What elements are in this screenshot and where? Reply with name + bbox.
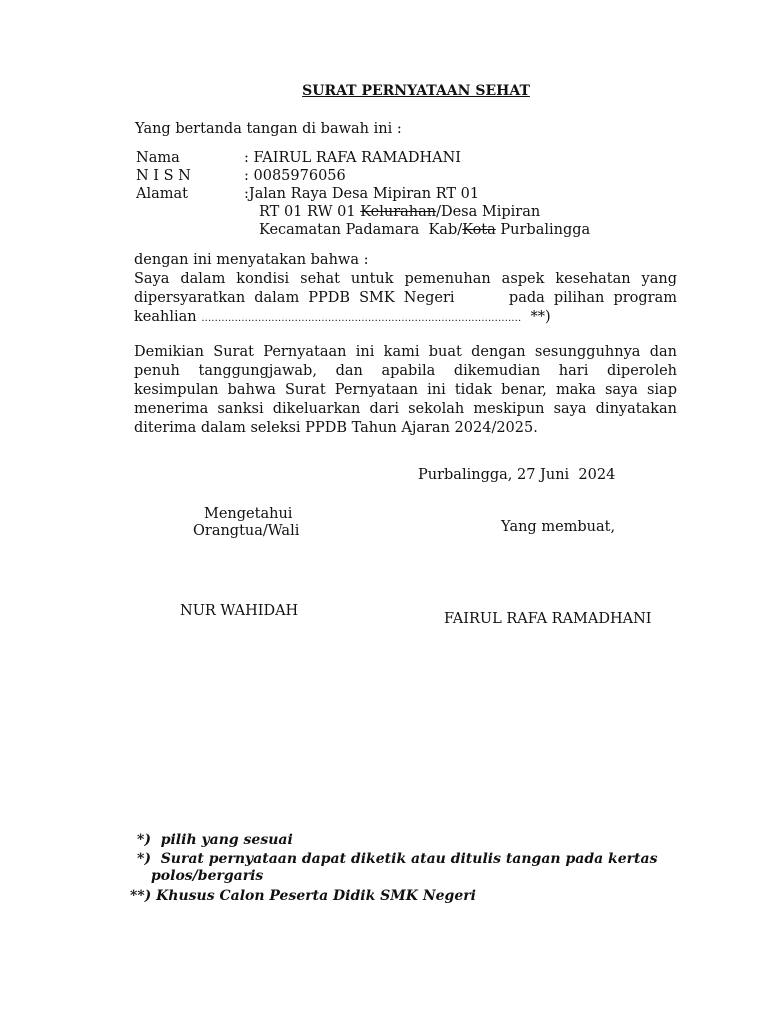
statement-line-4 (134, 308, 677, 327)
closing-line-2: penuh tanggungjawab, dan apabila dikemudian hari diperoleh (134, 363, 677, 379)
closing-line-1: Demikian Surat Pernyataan ini kami buat dengan sesungguhnya dan (134, 344, 677, 360)
signature-left-caption-2: Orangtua/Wali (193, 523, 300, 539)
note-3: **) Khusus Calon Peserta Didik SMK Negeri (130, 888, 476, 904)
alamat-line-2-b: /Desa Mipiran (436, 204, 541, 220)
kota-struck: Kota (462, 222, 496, 238)
closing-line-3: kesimpulan bahwa Surat Pernyataan ini tidak benar, maka saya siap (134, 382, 677, 398)
note-1: *) pilih yang sesuai (137, 832, 293, 848)
signature-left-name: NUR WAHIDAH (180, 603, 299, 619)
note-2-continued: polos/bergaris (151, 868, 264, 884)
nisn-value: : 0085976056 (244, 168, 346, 184)
keahlian-dots: …………………………………………………………………………………… (201, 313, 522, 324)
closing-paragraph (134, 343, 677, 438)
signature-left-caption-1: Mengetahui (204, 506, 293, 522)
kelurahan-struck: Kelurahan (360, 204, 437, 220)
note-2: *) Surat pernyataan dapat diketik atau ditulis tangan pada kertas (137, 851, 658, 867)
nisn-label: N I S N (136, 168, 191, 184)
alamat-line-2 (259, 203, 540, 221)
nama-value: : FAIRUL RAFA RAMADHANI (244, 150, 462, 166)
alamat-line-3-b: Purbalingga (495, 222, 591, 238)
place-date: Purbalingga, 27 Juni 2024 (418, 467, 616, 483)
nama-label: Nama (136, 150, 180, 166)
intro-text: Yang bertanda tangan di bawah ini : (135, 121, 402, 137)
alamat-line-2-a: RT 01 RW 01 (259, 204, 361, 220)
keahlian-note-marker: **) (530, 309, 551, 325)
statement-paragraph (134, 251, 677, 327)
alamat-line-3 (259, 221, 590, 239)
alamat-line-3-a: Kecamatan Padamara Kab/ (259, 222, 463, 238)
keahlian-label: keahlian (134, 309, 197, 325)
statement-line-1: dengan ini menyatakan bahwa : (134, 252, 369, 268)
signature-right-caption: Yang membuat, (501, 519, 616, 535)
signature-right-name: FAIRUL RAFA RAMADHANI (444, 611, 652, 627)
alamat-line-1: :Jalan Raya Desa Mipiran RT 01 (244, 186, 480, 202)
document-title: SURAT PERNYATAAN SEHAT (302, 83, 530, 99)
closing-line-4: menerima sanksi dikeluarkan dari sekolah meskipun saya dinyatakan (134, 401, 677, 417)
statement-line-2: Saya dalam kondisi sehat untuk pemenuhan aspek kesehatan yang (134, 271, 677, 287)
statement-line-3: dipersyaratkan dalam PPDB SMK Negeri pada pilihan program (134, 290, 677, 306)
closing-line-5: diterima dalam seleksi PPDB Tahun Ajaran 2024/2025. (134, 420, 538, 436)
alamat-label: Alamat (136, 186, 188, 202)
